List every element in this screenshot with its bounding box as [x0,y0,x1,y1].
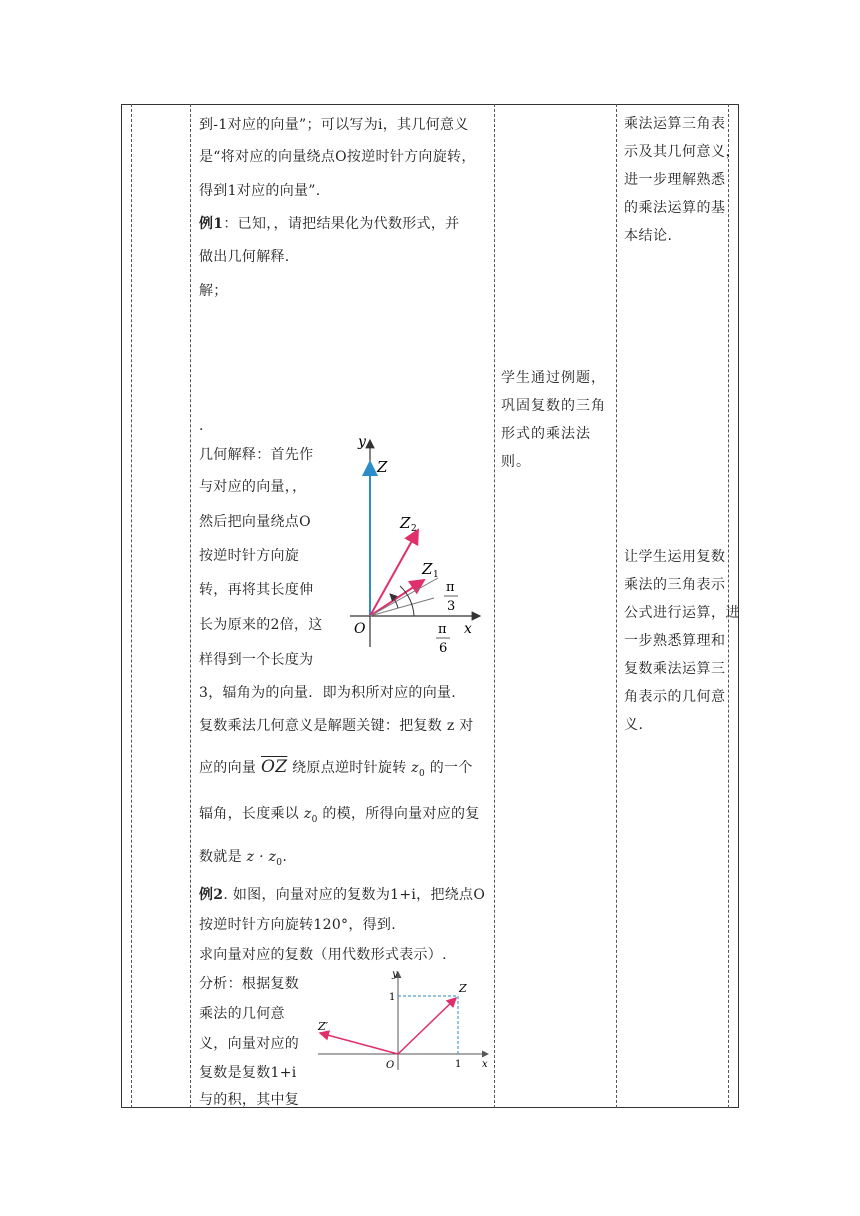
z0-symbol: z [303,806,312,822]
text-line: 按逆时针方向旋转120°，得到. [199,917,396,933]
text-line: 复数是复数1+i [199,1065,297,1081]
x-one-label: 1 [455,1059,462,1070]
text-line: 是“将对应的向量绕点O按逆时针方向旋转， [199,149,476,165]
z0-subscript: 0 [311,814,318,825]
text-line [199,842,287,878]
example-1-label: 例1 [199,216,224,232]
text-line: 按逆时针方向旋 [199,548,300,564]
text-line: 公式进行运算，进 [624,605,740,621]
text-segment: 绕原点逆时针旋转 [292,760,407,776]
text-line: 角表示的几何意 [624,689,726,705]
text-line: 然后把向量绕点O [199,514,311,530]
text-line: 与的积，其中复 [199,1092,300,1108]
x-label: x [464,621,472,637]
text-line: 学生通过例题， [501,370,606,386]
text-line: 乘法的三角表示 [624,577,726,593]
text-line: 复数乘法几何意义是解题关键：把复数 z 对 [199,718,474,734]
z-vector [398,998,456,1054]
example-2-text: . 如图，向量对应的复数为1+i，把绕点O [223,887,486,903]
figure-rotate-120 [308,966,492,1074]
z0-subscript: 0 [418,768,425,779]
z2-label: Z [400,514,411,532]
z1-vector [370,580,424,616]
pi-sixth-den: 6 [439,641,448,656]
z2-subscript: 2 [411,524,417,534]
text-line: 示及其几何意义， [624,144,740,160]
example-1-line [199,209,459,239]
z0-symbol: z [411,760,419,776]
zprime-vector [320,1033,398,1054]
text-segment: 数就是 [199,849,242,865]
origin-label: O [354,621,366,637]
z1-label: Z [422,560,433,578]
text-line: 义. [624,717,644,733]
example-2-label: 例2 [199,887,224,903]
zprime-label: Z′ [318,1020,329,1033]
column-divider [190,104,191,1108]
student-activity [501,364,611,476]
z0-subscript: 0 [276,857,283,868]
example-1-text: ：已知，，请把结果化为代数形式，并 [223,216,460,232]
text-line: 复数乘法运算三 [624,661,726,677]
text-line: 的乘法运算的基 [624,200,726,216]
example-2-line [199,880,485,910]
text-segment: 的模，所得向量对应的复 [322,806,480,822]
z-label: Z [459,982,467,995]
text-line: 进一步理解熟悉 [624,172,726,188]
z1-subscript: 1 [433,570,439,580]
product-expr: z · z [246,849,277,865]
y-one-label: 1 [389,992,396,1003]
text-line: 到-1对应的向量”；可以写为i，其几何意义 [199,117,469,133]
column-divider [131,104,132,1108]
text-line [199,799,480,835]
text-line: 做出几何解释. [199,249,290,265]
text-line: 分析：根据复数 [199,976,300,992]
text-line: 则。 [501,454,531,470]
column-divider [494,104,495,1108]
y-label: y [392,969,398,980]
text-line: . [199,418,204,434]
text-line: 求向量对应的复数（用代数形式表示）. [199,947,447,963]
text-line: 一步熟悉算理和 [624,633,726,649]
text-line: 得到1对应的向量”. [199,183,321,199]
z-label: Z [377,458,388,476]
text-line: 样得到一个长度为 [199,652,314,668]
text-line: 与对应的向量，， [199,479,307,495]
text-line: 让学生运用复数 [624,549,726,565]
text-line: 乘法运算三角表 [624,116,726,132]
column-divider [616,104,617,1108]
text-line: 本结论. [624,228,673,244]
design-intent-2 [624,543,740,739]
text-segment: 的一个 [429,760,473,776]
text-segment: 辐角，长度乘以 [199,806,300,822]
solution-label: 解； [199,283,228,299]
text-line: 巩固复数的三角 [501,398,606,414]
y-label: y [358,434,366,450]
vector-oz: $\overline{OZ}$ [260,757,288,777]
text-segment: . [282,849,288,865]
pi-third-den: 3 [447,599,456,614]
text-line: 义，向量对应的 [199,1036,300,1052]
text-line: 几何解释：首先作 [199,447,314,463]
text-line: 转，再将其长度伸 [199,582,314,598]
text-segment: 应的向量 [199,760,257,776]
text-line: 长为原来的2倍，这 [199,617,323,633]
pi-sixth-num: π [438,622,447,637]
figure-vector-rotation [340,432,490,656]
x-label: x [482,1059,488,1070]
origin-label: O [386,1060,395,1071]
text-line: 乘法的几何意 [199,1006,285,1022]
text-line: 3，辐角为的向量．即为积所对应的向量. [199,685,457,701]
text-line: 形式的乘法法 [501,426,591,442]
design-intent-1 [624,110,740,250]
pi-third-num: π [446,580,455,595]
text-line [199,752,473,789]
